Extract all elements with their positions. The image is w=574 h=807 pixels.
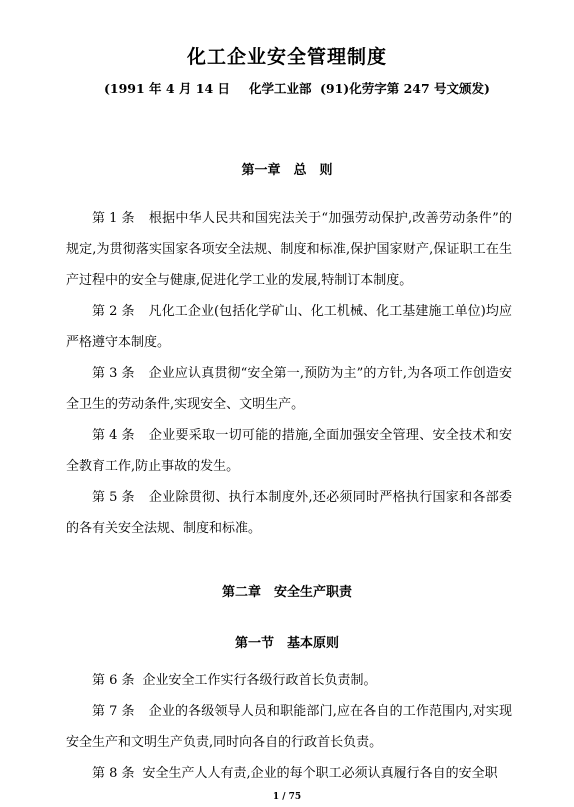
article-6 bbox=[66, 665, 512, 696]
article-1 bbox=[66, 203, 512, 296]
article-text: 企业要采取一切可能的措施,全面加强安全管理、安全技术和安全教育工作,防止事故的发生。 bbox=[66, 428, 512, 474]
article-4 bbox=[66, 420, 512, 482]
article-label: 第 7 条 bbox=[92, 704, 135, 719]
article-label: 第 5 条 bbox=[92, 490, 135, 505]
article-2 bbox=[66, 296, 512, 358]
document-number: (91)化劳字第 247 号文颁发) bbox=[320, 81, 490, 96]
article-text: 企业安全工作实行各级行政首长负责制。 bbox=[142, 673, 377, 688]
issuing-ministry: 化学工业部 bbox=[249, 81, 312, 96]
article-label: 第 4 条 bbox=[92, 428, 135, 443]
document-subtitle bbox=[104, 79, 490, 97]
chapter2-heading: 第二章 安全生产职责 bbox=[221, 585, 352, 600]
article-label: 第 2 条 bbox=[92, 304, 135, 319]
article-label: 第 8 条 bbox=[92, 766, 135, 781]
article-3 bbox=[66, 358, 512, 420]
chapter1-heading: 第一章 总 则 bbox=[241, 163, 333, 178]
article-label: 第 3 条 bbox=[92, 366, 135, 381]
article-5 bbox=[66, 482, 512, 544]
article-text: 企业应认真贯彻“安全第一,预防为主”的方针,为各项工作创造安全卫生的劳动条件,实现安全、文明生产。 bbox=[66, 366, 512, 412]
document-title: 化工企业安全管理制度 bbox=[186, 46, 387, 68]
article-text: 企业的各级领导人员和职能部门,应在各自的工作范围内,对实现安全生产和文明生产负责,同时向各自的行政首长负责。 bbox=[66, 704, 512, 750]
article-text: 企业除贯彻、执行本制度外,还必须同时严格执行国家和各部委的各有关安全法规、制度和标准。 bbox=[66, 490, 512, 536]
article-label: 第 6 条 bbox=[92, 673, 135, 688]
article-text: 凡化工企业(包括化学矿山、化工机械、化工基建施工单位)均应严格遵守本制度。 bbox=[66, 304, 512, 350]
article-label: 第 1 条 bbox=[92, 211, 135, 226]
article-text: 根据中华人民共和国宪法关于“加强劳动保护,改善劳动条件”的规定,为贯彻落实国家各项安全法规、制度和标准,保护国家财产,保证职工在生产过程中的安全与健康,促进化学工业的发展,特制订本制度。 bbox=[66, 211, 512, 288]
chapter2-body bbox=[66, 665, 512, 789]
section1-heading: 第一节 基本原则 bbox=[234, 636, 339, 651]
article-7 bbox=[66, 696, 512, 758]
article-text: 安全生产人人有责,企业的每个职工必须认真履行各自的安全职 bbox=[142, 766, 498, 781]
article-8 bbox=[66, 758, 512, 789]
issue-date: (1991 年 4 月 14 日 bbox=[104, 81, 231, 96]
chapter1-body bbox=[66, 203, 512, 544]
page-indicator: 1 / 75 bbox=[272, 792, 302, 802]
